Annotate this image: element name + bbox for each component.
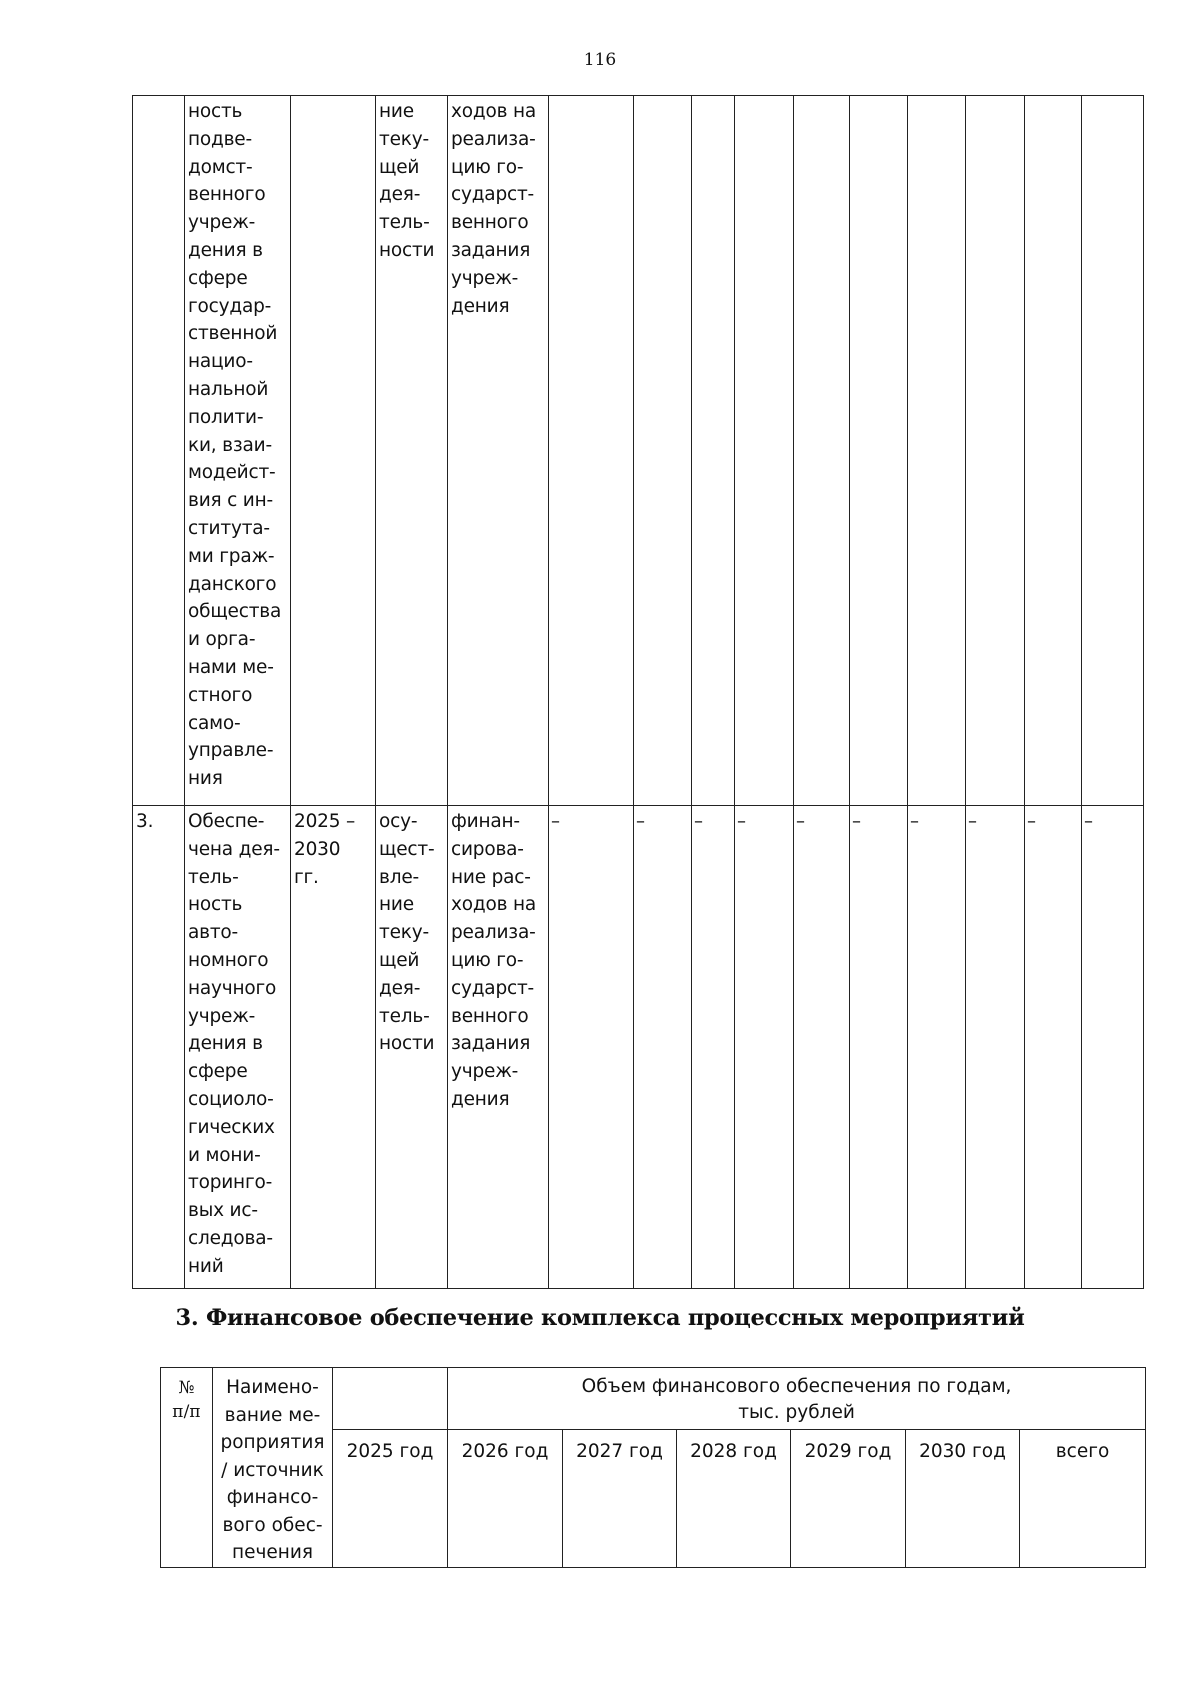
value-cell: – — [850, 806, 908, 1289]
value-cell — [634, 96, 692, 806]
period-cell — [291, 96, 376, 806]
value-cell: – — [549, 806, 634, 1289]
year-header: 2030 год — [906, 1430, 1020, 1568]
value-cell — [794, 96, 850, 806]
row-index-cell: 3. — [133, 806, 185, 1289]
value-cell — [908, 96, 966, 806]
value-cell — [735, 96, 794, 806]
value-cell: – — [794, 806, 850, 1289]
number-header: № п/п — [161, 1368, 213, 1568]
table-row — [161, 1368, 1146, 1430]
empty-header-cell — [333, 1368, 448, 1430]
section-title: 3. Финансовое обеспечение комплекса процессных мероприятий — [175, 1305, 1025, 1331]
value-cell — [1025, 96, 1082, 806]
total-header: всего — [1020, 1430, 1146, 1568]
result-cell: ность подве- домст- венного учреж- дения в сфере государ- ственной нацио- нальной полити- ки, взаи- модейст- вия с ин- ститута- ми граж- данского общества и орга- нами ме- стного само- управле- ния — [185, 96, 291, 806]
table-row — [133, 806, 1144, 1289]
year-header: 2026 год — [448, 1430, 563, 1568]
value-cell — [549, 96, 634, 806]
result-cell: Обеспе- чена дея- тель- ность авто- номного научного учреж- дения в сфере социоло- гических и мони- торинго- вых ис- следова- ний — [185, 806, 291, 1289]
value-cell: – — [1082, 806, 1144, 1289]
value-cell: – — [1025, 806, 1082, 1289]
year-header: 2025 год — [333, 1430, 448, 1568]
volume-group-header: Объем финансового обеспечения по годам, тыс. рублей — [448, 1368, 1146, 1430]
value-cell — [966, 96, 1025, 806]
year-header: 2028 год — [677, 1430, 791, 1568]
type-cell: осу- щест- вле- ние теку- щей дея- тель- ности — [376, 806, 448, 1289]
results-table — [132, 95, 1144, 1289]
year-header: 2029 год — [791, 1430, 906, 1568]
value-cell: – — [692, 806, 735, 1289]
value-cell — [850, 96, 908, 806]
characteristic-cell: ходов на реализа- цию го- сударст- венного задания учреж- дения — [448, 96, 549, 806]
period-cell: 2025 – 2030 гг. — [291, 806, 376, 1289]
value-cell: – — [908, 806, 966, 1289]
table-row — [133, 96, 1144, 806]
page-number: 116 — [583, 50, 617, 70]
value-cell: – — [634, 806, 692, 1289]
value-cell: – — [966, 806, 1025, 1289]
value-cell: – — [735, 806, 794, 1289]
value-cell — [1082, 96, 1144, 806]
year-header: 2027 год — [563, 1430, 677, 1568]
type-cell: ние теку- щей дея- тель- ности — [376, 96, 448, 806]
row-index-cell — [133, 96, 185, 806]
measure-name-header: Наимено- вание ме- роприятия / источник финансо- вого обес- печения — [213, 1368, 333, 1568]
financing-table — [160, 1367, 1146, 1568]
value-cell — [692, 96, 735, 806]
characteristic-cell: финан- сирова- ние рас- ходов на реализа- цию го- сударст- венного задания учреж- дения — [448, 806, 549, 1289]
